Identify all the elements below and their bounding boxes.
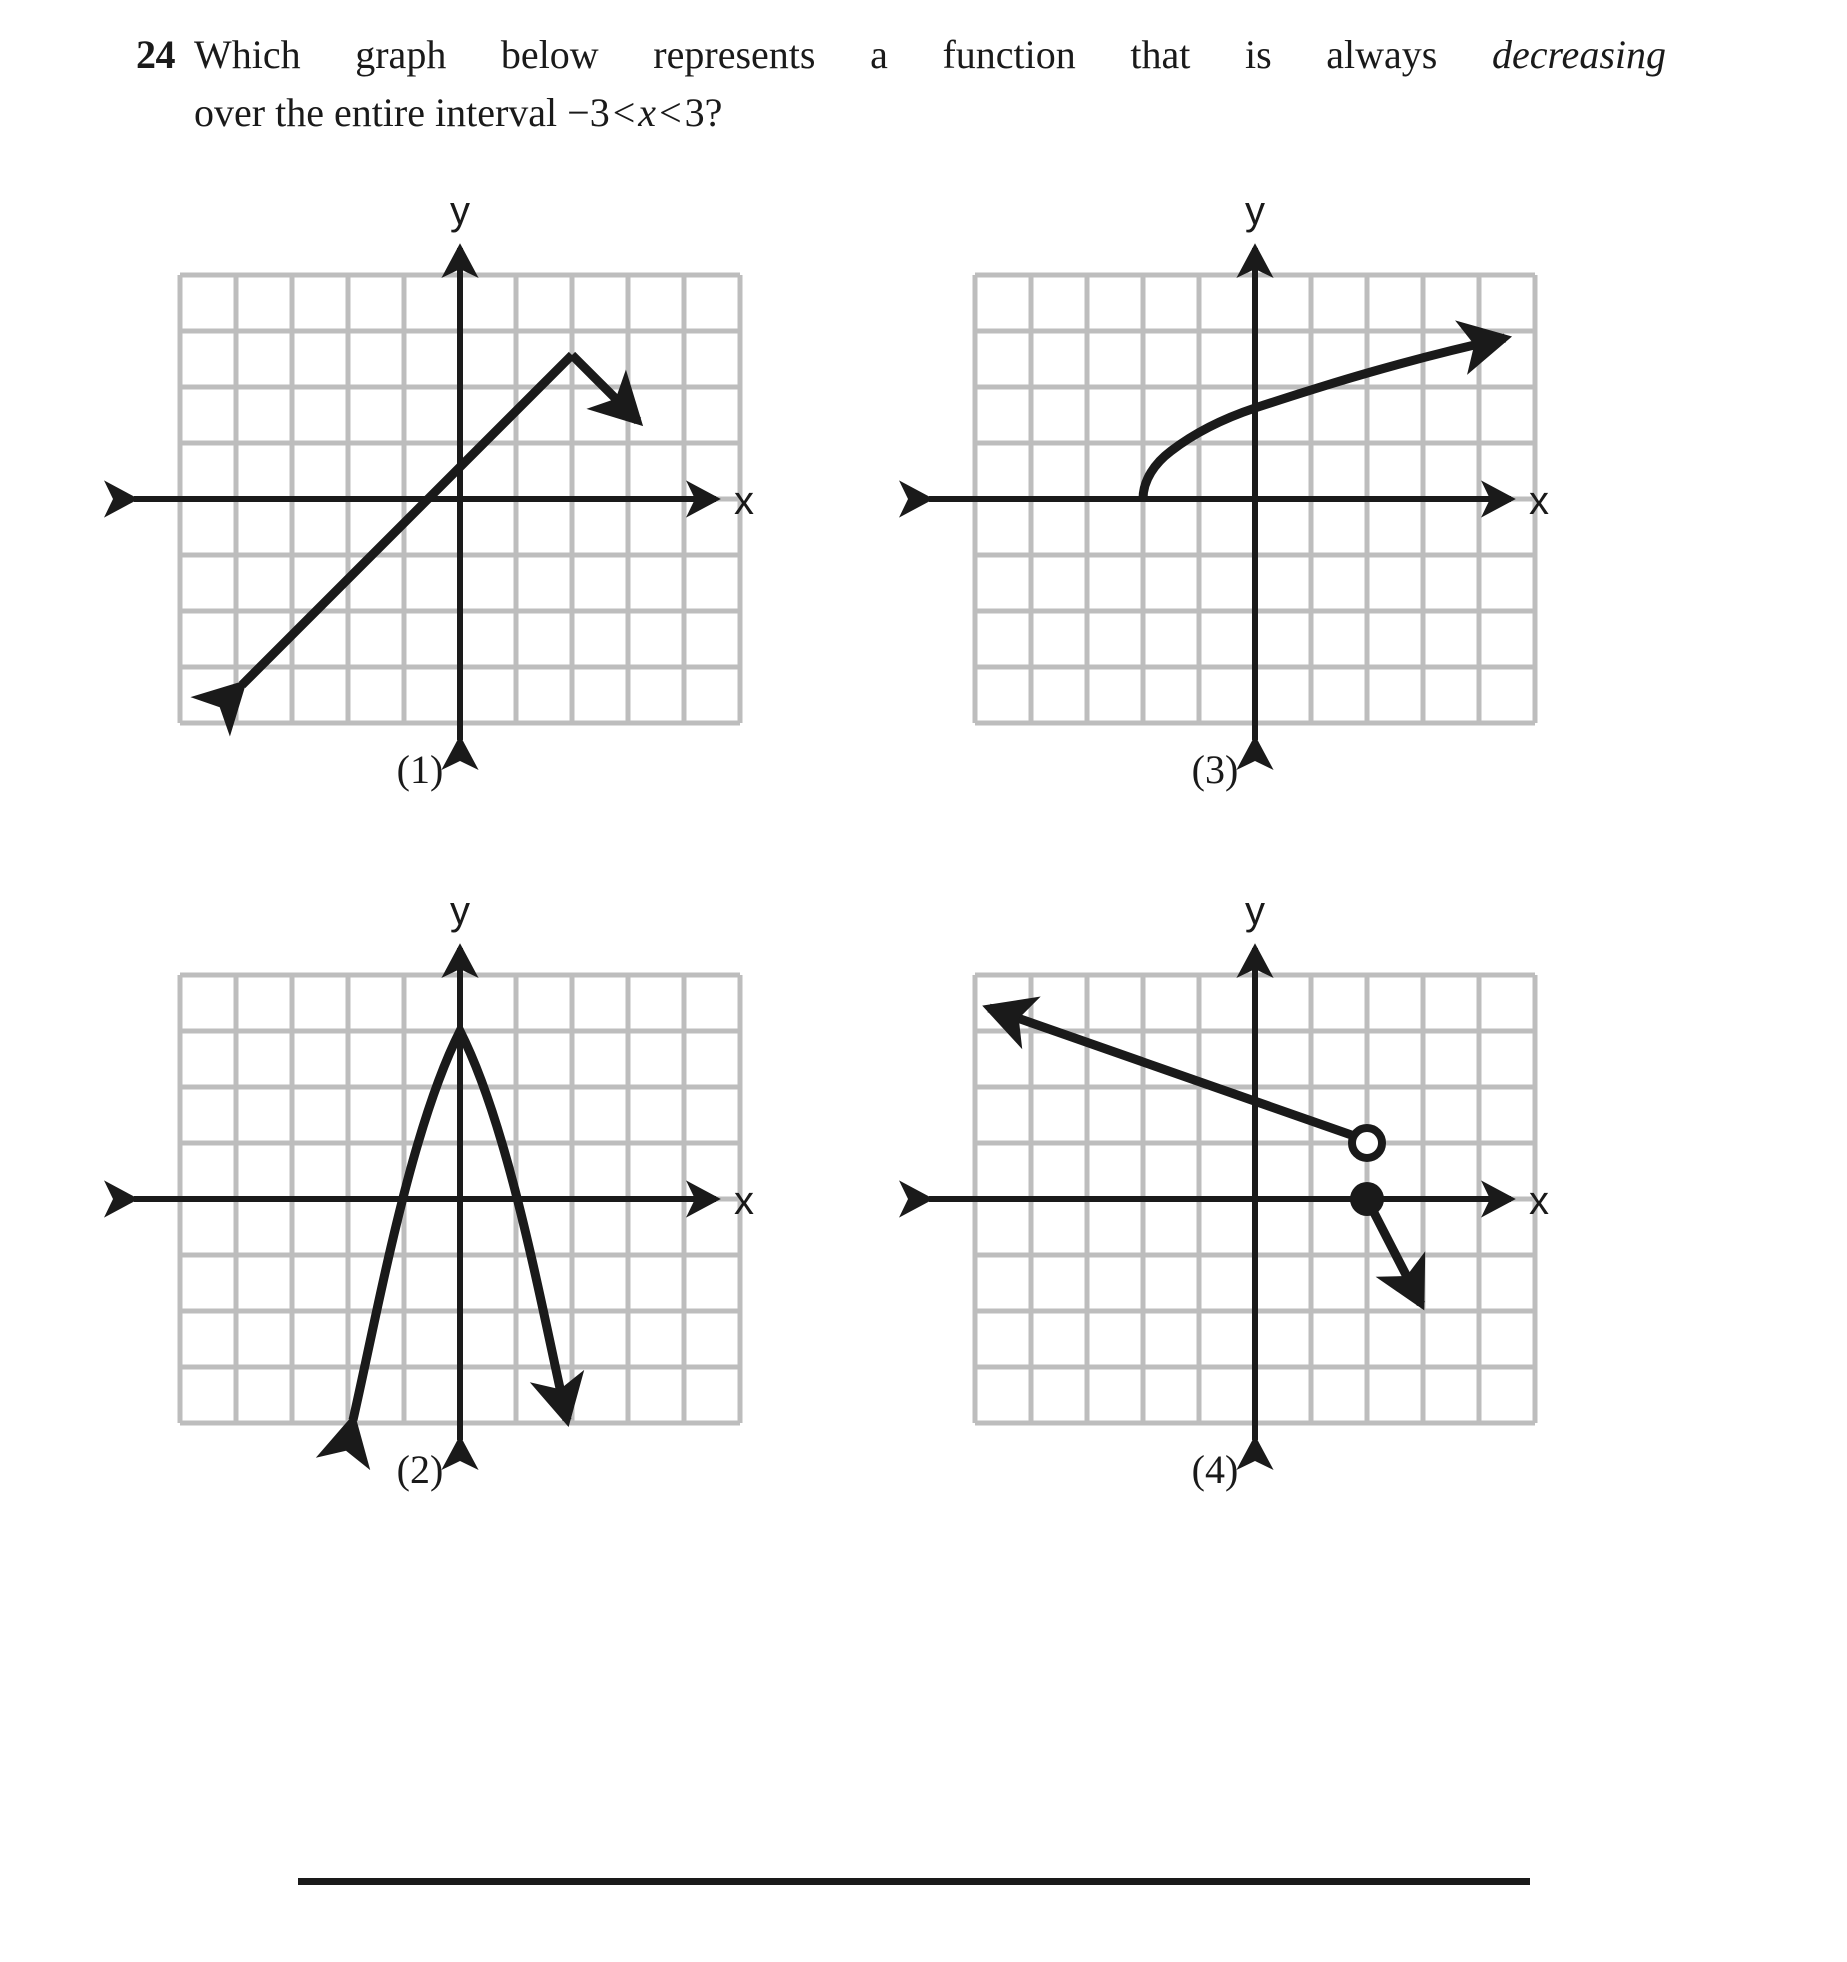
interval-upper-bound: 3 (684, 90, 705, 135)
closed-circle-point-4 (1350, 1182, 1384, 1216)
question-text (194, 26, 1666, 142)
y-axis-label-3: y (1245, 189, 1265, 233)
plot-curve-4-lower (1367, 1199, 1421, 1304)
question-mark: ? (704, 90, 723, 135)
y-axis-label-1: y (450, 189, 470, 233)
coordinate-plane-3 (905, 180, 1549, 800)
choice-label-1: (1) (396, 747, 444, 792)
graph-figure-2 (110, 880, 754, 1500)
question-line-1 (194, 26, 1666, 84)
question-emphasis-decreasing: decreasing (1491, 32, 1666, 77)
answer-choice-3[interactable] (905, 180, 1549, 800)
relation-less-than-1: < (612, 90, 636, 135)
choice-label-4: (4) (1191, 1447, 1239, 1492)
y-axis-label-2: y (450, 889, 470, 933)
choice-label-3: (3) (1191, 747, 1239, 792)
question-line-2-text: over the entire interval (194, 90, 568, 135)
x-axis-label-1: x (734, 479, 754, 523)
x-axis-label-4: x (1529, 1179, 1549, 1223)
plot-curve-4-upper (989, 1008, 1360, 1138)
x-axis-label-3: x (1529, 479, 1549, 523)
question-first-line (136, 26, 1666, 142)
question-line-1-text: Which graph below represents a function that is always (194, 32, 1492, 77)
y-axis-label-4: y (1245, 889, 1265, 933)
coordinate-plane-4 (905, 880, 1549, 1500)
question-block (136, 26, 1666, 142)
coordinate-plane-1 (110, 180, 754, 800)
choice-label-2: (2) (396, 1447, 444, 1492)
interval-lower-bound: −3 (567, 90, 610, 135)
answer-choice-1[interactable] (110, 180, 754, 800)
graph-figure-1 (110, 180, 754, 800)
x-axis-label-2: x (734, 1179, 754, 1223)
relation-less-than-2: < (659, 90, 682, 135)
answer-choice-2[interactable] (110, 880, 754, 1500)
coordinate-plane-2 (110, 880, 754, 1500)
question-line-2 (194, 84, 1666, 142)
interval-variable: x (638, 90, 657, 135)
question-number: 24 (136, 32, 175, 77)
graph-figure-4 (905, 880, 1549, 1500)
graph-figure-3 (905, 180, 1549, 800)
answer-choice-4[interactable] (905, 880, 1549, 1500)
plot-curve-1 (242, 355, 638, 685)
open-circle-point-4 (1352, 1128, 1382, 1158)
page-bottom-rule (298, 1878, 1530, 1885)
